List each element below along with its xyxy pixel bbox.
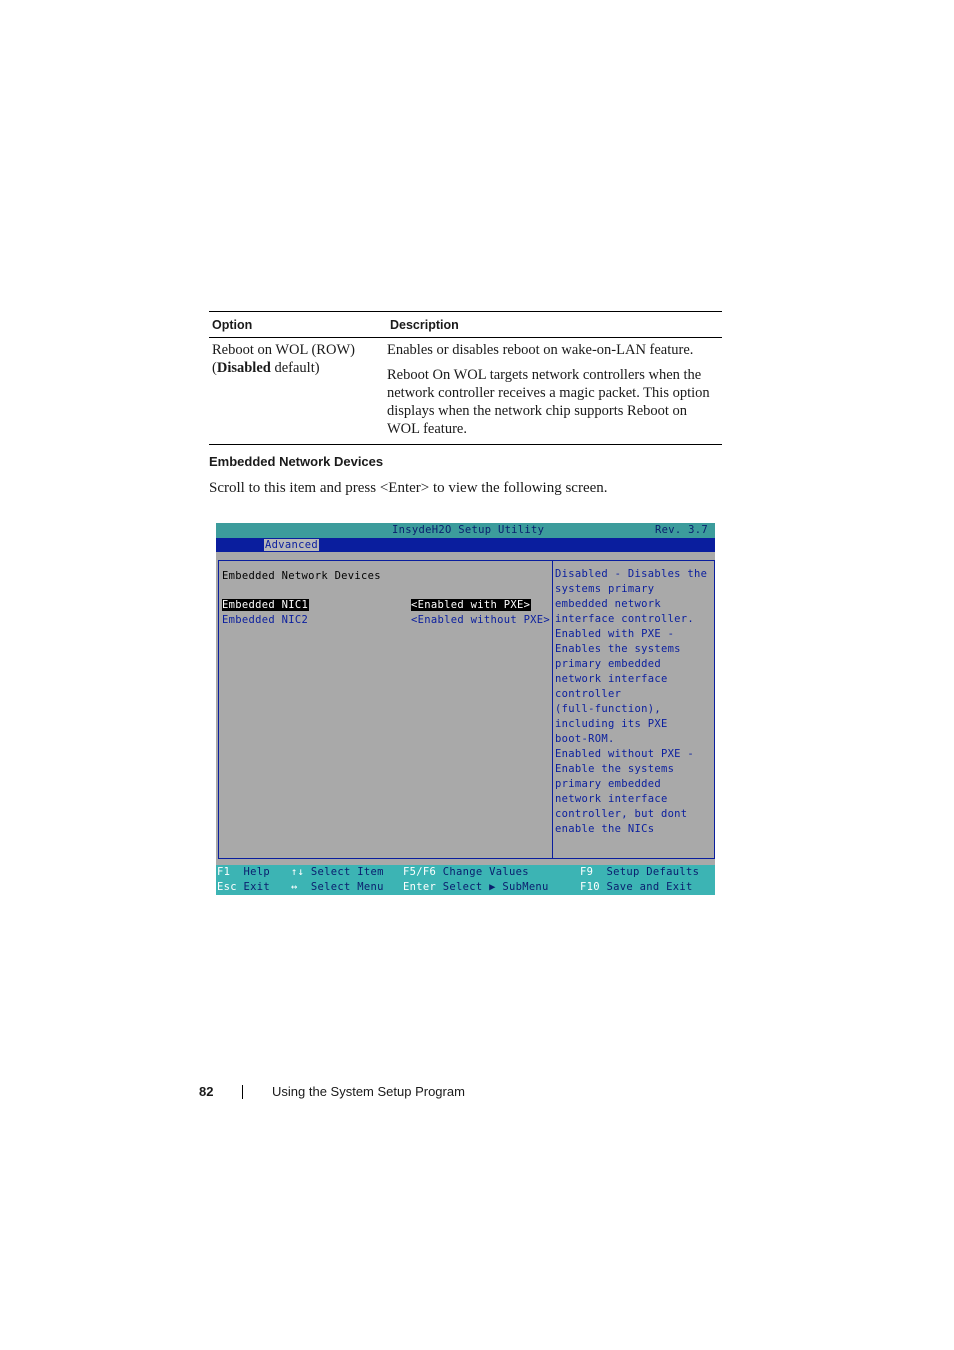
bios-item-embedded-nic1[interactable]: Embedded NIC1 (222, 599, 309, 611)
key-leftright: ↔ (291, 881, 298, 893)
description-paragraph-1: Enables or disables reboot on wake-on-LAN feature. (387, 342, 694, 358)
bios-screenshot (216, 523, 715, 895)
key-f10-label: Save and Exit (606, 881, 693, 893)
section-heading: Embedded Network Devices (209, 454, 384, 469)
key-hint-updown (291, 865, 384, 880)
description-cell (387, 341, 722, 438)
bios-value-embedded-nic1[interactable]: <Enabled with PXE> (411, 599, 531, 611)
header-description: Description (390, 317, 459, 332)
option-default (212, 359, 387, 377)
help-line: Enabled with PXE - (555, 628, 675, 640)
key-enter: Enter (403, 881, 437, 893)
help-line: Enables the systems (555, 643, 681, 655)
help-line: embedded network (555, 598, 661, 610)
key-hint-enter (403, 880, 549, 895)
bios-value-embedded-nic2[interactable]: <Enabled without PXE> (411, 614, 551, 626)
bios-title: InsydeH2O Setup Utility (392, 524, 545, 536)
option-name: Reboot on WOL (ROW) (212, 342, 355, 358)
help-line: network interface (555, 793, 668, 805)
help-line: controller (555, 688, 622, 700)
help-line: interface controller. (555, 613, 695, 625)
key-esc: Esc (217, 881, 237, 893)
key-hint-f9 (580, 865, 699, 880)
bios-panel-title: Embedded Network Devices (222, 570, 381, 582)
help-line: boot-ROM. (555, 733, 615, 745)
key-f9: F9 (580, 866, 594, 878)
key-hint-f1 (217, 865, 270, 880)
option-default-suffix: default) (270, 360, 320, 376)
option-default-value: Disabled (216, 360, 271, 376)
bios-settings-panel (218, 560, 553, 859)
key-f5f6-label: Change Values (442, 866, 529, 878)
help-line: enable the NICs (555, 823, 655, 835)
help-line: Disabled - Disables the (555, 568, 708, 580)
footer-title: Using the System Setup Program (272, 1084, 465, 1099)
key-esc-label: Exit (243, 881, 270, 893)
help-line: controller, but dont (555, 808, 688, 820)
bios-revision: Rev. 3.7 (655, 524, 708, 536)
bios-menu-bar (216, 538, 715, 552)
help-line: (full-function), (555, 703, 661, 715)
key-f1: F1 (217, 866, 231, 878)
description-paragraph-2: Reboot On WOL targets network controllers when the network controller receives a magic packet. This option displays when the network chip supports Reboot on WOL feature. (387, 367, 710, 437)
key-f5f6: F5/F6 (403, 866, 437, 878)
key-hint-esc (217, 880, 270, 895)
key-f1-label: Help (243, 866, 270, 878)
key-hint-f5f6 (403, 865, 529, 880)
key-f9-label: Setup Defaults (606, 866, 700, 878)
key-hint-f10 (580, 880, 693, 895)
help-line: Enable the systems (555, 763, 675, 775)
bios-item-embedded-nic2[interactable]: Embedded NIC2 (222, 614, 309, 626)
key-leftright-label: Select Menu (310, 881, 384, 893)
header-option: Option (212, 317, 253, 332)
help-line: Enabled without PXE - (555, 748, 695, 760)
help-line: including its PXE (555, 718, 668, 730)
help-line: network interface (555, 673, 668, 685)
option-cell (209, 341, 387, 438)
table-row (209, 338, 722, 444)
key-updown: ↑↓ (291, 866, 305, 878)
help-line: primary embedded (555, 658, 661, 670)
help-line: primary embedded (555, 778, 661, 790)
table-header (209, 312, 722, 338)
key-enter-label: Select ▶ SubMenu (442, 881, 549, 893)
key-hint-leftright (291, 880, 384, 895)
section-text: Scroll to this item and press <Enter> to view the following screen. (209, 480, 608, 496)
option-default-paren: ( (212, 360, 217, 376)
option-table (209, 311, 722, 445)
key-f10: F10 (580, 881, 600, 893)
page-number: 82 (199, 1084, 214, 1099)
footer-divider (242, 1085, 243, 1099)
bios-key-bar (216, 865, 715, 895)
bios-help-panel (552, 560, 715, 859)
help-line: systems primary (555, 583, 655, 595)
key-updown-label: Select Item (310, 866, 384, 878)
tab-advanced[interactable]: Advanced (265, 539, 318, 551)
bios-title-bar (216, 523, 715, 538)
